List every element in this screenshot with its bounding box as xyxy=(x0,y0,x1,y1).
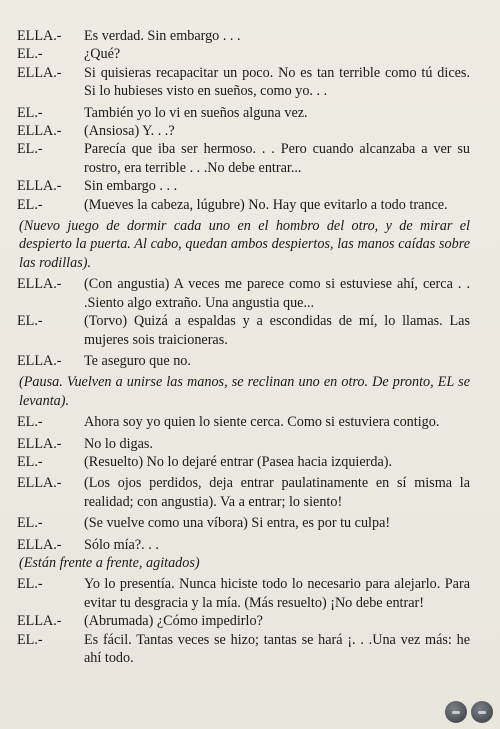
dialogue-text: (Se vuelve como una víbora) Si entra, es por tu culpa! xyxy=(84,515,391,532)
dialogue-text: También yo lo vi en sueños alguna vez. xyxy=(84,104,308,121)
speaker-label: EL.- xyxy=(17,414,43,431)
next-icon xyxy=(478,711,486,714)
speaker-label: EL.- xyxy=(17,141,43,158)
dialogue-line xyxy=(0,631,500,668)
stage-direction: (Están frente a frente, agitados) xyxy=(19,554,200,571)
dialogue-line xyxy=(0,536,500,554)
speaker-label: EL.- xyxy=(17,576,43,593)
dialogue-text: Sólo mía?. . . xyxy=(84,536,159,553)
dialogue-line xyxy=(0,122,500,140)
speaker-label: ELLA.- xyxy=(17,475,62,492)
speaker-label: ELLA.- xyxy=(17,435,62,452)
dialogue-text: (Ansiosa) Y. . .? xyxy=(84,123,175,140)
previous-page-button[interactable] xyxy=(445,701,467,723)
dialogue-text: Ahora soy yo quien lo siente cerca. Como si estuviera contigo. xyxy=(84,414,440,431)
dialogue-line xyxy=(0,413,500,431)
dialogue-line xyxy=(0,64,500,101)
dialogue-text: Es verdad. Sin embargo . . . xyxy=(84,28,241,44)
dialogue-text: (Los ojos perdidos, deja entrar paulatinamente en sí misma la realidad; con angustia). Va a entrar; lo siento! xyxy=(84,475,470,510)
dialogue-line xyxy=(0,140,500,177)
speaker-label: ELLA.- xyxy=(17,123,62,140)
dialogue-line xyxy=(0,435,500,453)
dialogue-text: (Con angustia) A veces me parece como si estuviese ahí, cerca . . .Siento algo extraño. Una angustia que... xyxy=(84,276,470,311)
speaker-label: ELLA.- xyxy=(17,352,62,369)
speaker-label: ELLA.- xyxy=(17,28,62,44)
speaker-label: EL.- xyxy=(17,631,43,648)
dialogue-line xyxy=(0,196,500,214)
dialogue-text: No lo digas. xyxy=(84,435,153,452)
dialogue-text: (Resuelto) No lo dejaré entrar (Pasea hacia izquierda). xyxy=(84,453,393,470)
dialogue-text: (Torvo) Quizá a espaldas y a escondidas de mí, lo llamas. Las mujeres sois traicioneras. xyxy=(84,313,470,348)
next-page-button[interactable] xyxy=(471,701,493,723)
dialogue-text: Te aseguro que no. xyxy=(84,352,191,369)
stage-direction: (Pausa. Vuelven a unirse las manos, se reclinan uno en otro. De pronto, EL se levanta). xyxy=(19,374,470,409)
speaker-label: ELLA.- xyxy=(17,178,62,195)
dialogue-line xyxy=(0,575,500,612)
dialogue-line xyxy=(0,474,500,511)
dialogue-line xyxy=(0,612,500,630)
speaker-label: EL.- xyxy=(17,196,43,213)
speaker-label: ELLA.- xyxy=(17,64,62,81)
dialogue-line xyxy=(0,275,500,312)
previous-icon xyxy=(452,711,460,714)
dialogue-line xyxy=(0,104,500,122)
speaker-label: ELLA.- xyxy=(17,276,62,293)
stage-direction: (Nuevo juego de dormir cada uno en el hombro del otro, y de mirar el despierto la puerta. Al cabo, quedan ambos despiertos, las manos caídas sobre las rodillas). xyxy=(19,218,470,271)
speaker-label: ELLA.- xyxy=(17,613,62,630)
script-text xyxy=(0,27,500,667)
dialogue-text: Parecía que iba ser hermoso. . . Pero cuando alcanzaba a ver su rostro, era terrible . . .No debe entrar... xyxy=(84,141,470,176)
dialogue-line xyxy=(0,453,500,471)
speaker-label: EL.- xyxy=(17,453,43,470)
speaker-label: EL.- xyxy=(17,46,43,63)
speaker-label: EL.- xyxy=(17,515,43,532)
speaker-label: ELLA.- xyxy=(17,536,62,553)
dialogue-text: Es fácil. Tantas veces se hizo; tantas se hará ¡. . .Una vez más: he ahí todo. xyxy=(84,631,470,666)
speaker-label: EL.- xyxy=(17,313,43,330)
dialogue-line xyxy=(0,45,500,63)
dialogue-text: ¿Qué? xyxy=(84,46,121,63)
speaker-label: EL.- xyxy=(17,104,43,121)
dialogue-line xyxy=(0,312,500,349)
dialogue-line xyxy=(0,352,500,370)
dialogue-text: (Mueves la cabeza, lúgubre) No. Hay que evitarlo a todo trance. xyxy=(84,196,448,213)
dialogue-text: (Abrumada) ¿Cómo impedirlo? xyxy=(84,613,263,630)
dialogue-line xyxy=(0,27,500,45)
dialogue-text: Yo lo presentía. Nunca hiciste todo lo necesario para alejarlo. Para evitar tu desgracia y la mía. (Más resuelto) ¡No debe entrar! xyxy=(84,576,470,611)
dialogue-line xyxy=(0,514,500,532)
dialogue-text: Sin embargo . . . xyxy=(84,178,178,195)
dialogue-line xyxy=(0,177,500,195)
dialogue-text: Si quisieras recapacitar un poco. No es tan terrible como tú dices. Si lo hubieses visto en sueños, como yo. . . xyxy=(84,64,470,100)
